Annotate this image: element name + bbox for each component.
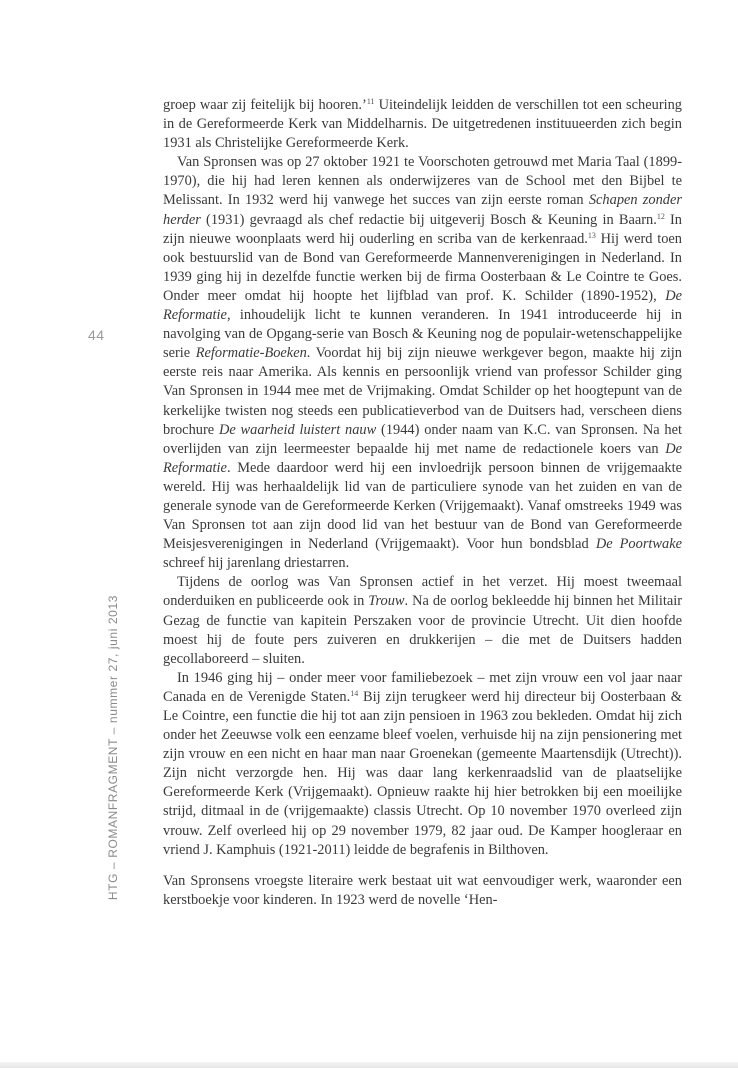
text-run: In zijn nieuwe woonplaats werd hij ouderling en scriba van de kerkenraad. xyxy=(163,211,682,247)
footnote-ref-12: 12 xyxy=(656,211,665,221)
footnote-ref-13: 13 xyxy=(587,230,596,240)
text-run: schreef hij jarenlang driestarren. xyxy=(163,555,350,572)
paragraph-1 xyxy=(163,96,682,153)
text-run: Tijdens de oorlog was Van Spronsen actief in het verzet. Hij moest tweemaal onderduiken en publiceerde ook in xyxy=(163,574,682,610)
book-title: Schapen zonder herder xyxy=(163,192,682,228)
text-run: , inhoudelijk licht te kunnen veranderen. In 1941 introduceerde hij in navolging van de Opgang-serie van Bosch & Keuning nog de populair-wetenschappelijke serie xyxy=(163,307,682,362)
footnote-ref-11: 11 xyxy=(366,97,375,106)
brochure-title: De waarheid luistert nauw xyxy=(218,421,377,438)
text-run: Bij zijn terugkeer werd hij directeur bij Oosterbaan & Le Cointre, een functie die hij tot aan zijn pensioen in 1963 zou bekleden. Omdat hij zich onder het Zeeuwse volk een eenzame bleef voelen, verhuisde hij na zijn pensionering met zijn vrouw en een nicht en haar man naar Groenekan (gemeente Maartensdijk (Utrecht)). Zijn nicht verzorgde hen. Hij was daar lang kerkenraadslid van de plaatselijke Gereformeerde Kerk (Vrijgemaakt). Opnieuw raakte hij hier betrokken bij een moeilijke strijd, ditmaal in de (vrijgemaakte) classis Utrecht. Op 10 november 1970 overleed zijn vrouw. Zelf overleed hij op 29 november 1979, 82 jaar oud. De Kamper hoogleraar en vriend J. Kamphuis (1921-2011) leidde de begrafenis in Bilthoven. xyxy=(163,688,682,858)
paragraph-5 xyxy=(163,872,682,910)
paragraph-3 xyxy=(163,573,682,668)
text-run: Uiteindelijk leidden de verschillen tot een scheuring in de Gereformeerde Kerk van Middelharnis. De uitgetredenen instituueerden zich begin 1931 als Christelijke Gereformeerde Kerk. xyxy=(163,97,682,152)
text-run: Van Spronsen was op 27 oktober 1921 te Voorschoten getrouwd met Maria Taal (1899-1970), die hij had leren kennen als onderwijzeres van de School met den Bijbel te Melissant. In 1932 werd hij vanwege het succes van zijn eerste roman xyxy=(163,154,682,209)
text-run: (1944) onder naam van K.C. van Spronsen. Na het overlijden van zijn leermeester bepaalde hij met name de redactionele koers van xyxy=(163,421,682,457)
periodical-title: De Reformatie xyxy=(163,287,682,324)
running-head: HTG – ROMANFRAGMENT – nummer 27, juni 2013 xyxy=(106,595,120,901)
paragraph-4 xyxy=(163,669,682,860)
text-run: Van Spronsens vroegste literaire werk bestaat uit wat eenvoudiger werk, waaronder een kerstboekje voor kinderen. In 1923 werd de novelle ‘Hen- xyxy=(163,872,682,908)
scan-edge xyxy=(0,1062,738,1068)
text-run: . Voordat hij bij zijn nieuwe werkgever begon, maakte hij zijn eerste reis naar Amerika. Als kennis en persoonlijk vriend van professor Schilder ging Van Spronsen in 1944 mee met de Vrijmaking. Omdat Schilder op het hoogtepunt van de kerkelijke twisten nog steeds een publicatieverbod van de Duitsers had, verscheen diens brochure xyxy=(163,345,682,438)
series-title: Reformatie-Boeken xyxy=(195,345,307,362)
text-run: In 1946 ging hij – onder meer voor familiebezoek – met zijn vrouw een vol jaar naar Canada en de Verenigde Staten. xyxy=(163,669,682,705)
text-run: (1931) gevraagd als chef redactie bij uitgeverij Bosch & Keuning in Baarn. xyxy=(200,211,657,228)
paragraph-2 xyxy=(163,153,682,573)
newspaper-title: Trouw xyxy=(368,593,405,610)
footnote-ref-14: 14 xyxy=(350,688,359,698)
text-run: Hij werd toen ook bestuurslid van de Bond van Gereformeerde Mannenverenigingen in Nederland. In 1939 ging hij in dezelfde functie werken bij de firma Oosterbaan & Le Cointre te Goes. Onder meer omdat hij hoopte het lijfblad van prof. K. Schilder (1890-1952), xyxy=(163,230,682,304)
periodical-title: De Poortwake xyxy=(595,536,682,553)
body-text xyxy=(163,96,682,910)
text-run: groep waar zij feitelijk bij hooren.’ xyxy=(163,97,367,113)
text-run: . Na de oorlog bekleedde hij binnen het Militair Gezag de functie van kapitein Perszaken voor de provincie Utrecht. Uit dien hoofde moest hij de foute pers zuiveren en drukkerijen – die met de Duitsers hadden gecollaboreerd – sluiten. xyxy=(163,593,683,667)
periodical-title: De Reformatie xyxy=(163,440,682,476)
page-number: 44 xyxy=(88,327,105,343)
text-run: . Mede daardoor werd hij een invloedrijk persoon binnen de vrijgemaakte wereld. Hij was herhaaldelijk lid van de particuliere synode van het zuiden en van de generale synode van de Gereformeerde Kerken (Vrijgemaakt). Vanaf omstreeks 1949 was Van Spronsen tot aan zijn dood lid van het bestuur van de Bond van Gereformeerde Meisjesverenigingen in Nederland (Vrijgemaakt). Voor hun bondsblad xyxy=(163,459,682,553)
